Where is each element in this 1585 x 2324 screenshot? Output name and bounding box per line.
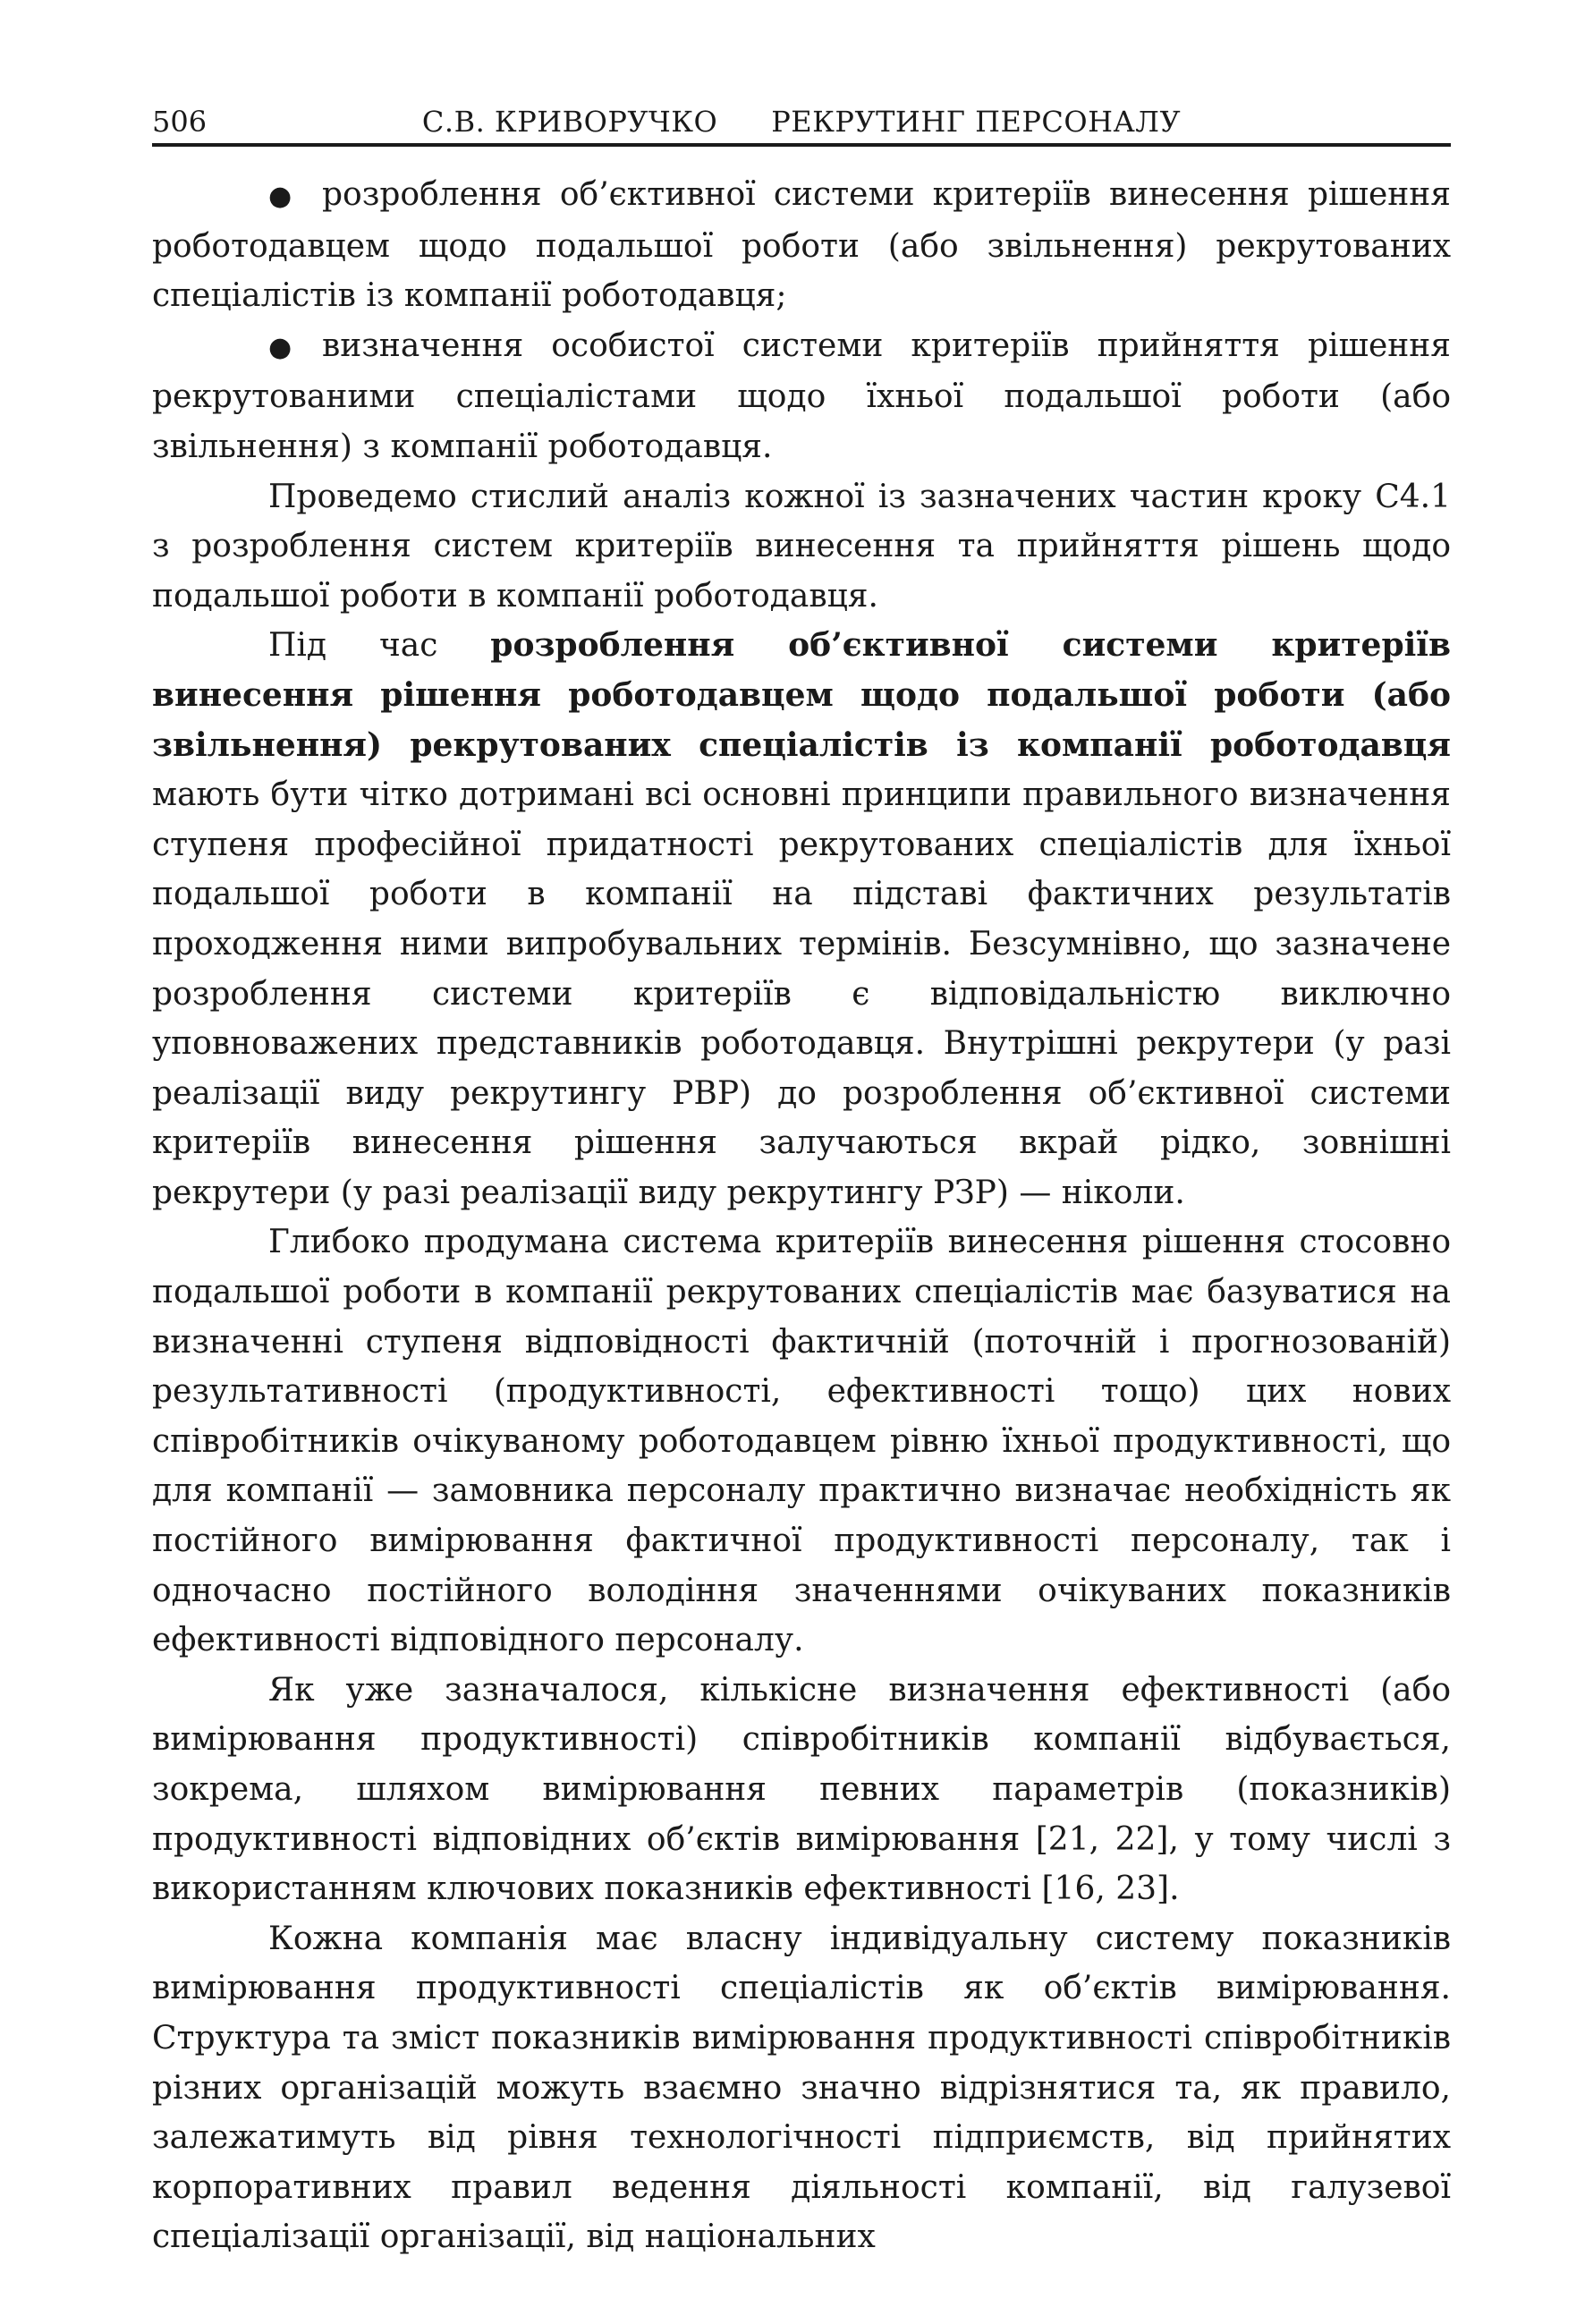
document-page	[152, 100, 1451, 2262]
header-center	[152, 100, 1451, 143]
bullet-icon: ●	[268, 181, 292, 212]
bullet-item	[152, 170, 1451, 321]
bullet-item	[152, 321, 1451, 472]
paragraph-text: мають бути чітко дотримані всі основні принципи правильного визначення ступеня професійної придатності рекрутованих спеціалістів для їхньої подальшої роботи в компанії на підставі фактичних результатів проходження ними випробувальних термінів. Безсумнівно, що зазначене розроблення системи критеріїв є відповідальністю виключно уповноважених представників роботодавця. Внутрішні рекрутери (у разі реалізації виду рекрутингу РВР) до розроблення об’єктивної системи критеріїв винесення рішення залучаються вкрай рідко, зовнішні рекрутери (у разі реалізації виду рекрутингу РЗР) — ніколи.	[152, 776, 1451, 1211]
header-book-title: РЕКРУТИНГ ПЕРСОНАЛУ	[771, 105, 1182, 139]
paragraph: Глибоко продумана система критеріїв винесення рішення стосовно подальшої роботи в компанії рекрутованих спеціалістів має базуватися на визначенні ступеня відповідності фактичній (поточній і прогнозованій) результативності (продуктивності, ефективності тощо) цих нових співробітників очікуваному роботодавцем рівню їхньої продуктивності, що для компанії — замовника персоналу практично визначає необхідність як постійного вимірювання фактичної продуктивності персоналу, так і одночасно постійного володіння значеннями очікуваних показників ефективності відповідного персоналу.	[152, 1224, 1451, 1659]
paragraph: Проведемо стислий аналіз кожної із зазначених частин кроку С4.1 з розроблення систем критеріїв винесення та прийняття рішень щодо подальшої роботи в компанії роботодавця.	[152, 478, 1451, 615]
bullet-icon: ●	[268, 331, 292, 363]
page-number: 506	[152, 105, 208, 139]
paragraph: Кожна компанія має власну індивідуальну систему показників вимірювання продуктивності спеціалістів як об’єктів вимірювання. Структура та зміст показників вимірювання продуктивності співробітників різних організацій можуть взаємно значно відрізнятися та, як правило, залежатимуть від рівня технологічності підприємств, від прийнятих корпоративних правил ведення діяльності компанії, від галузевої спеціалізації організації, від національних	[152, 1920, 1451, 2256]
running-header	[152, 100, 1451, 147]
paragraph: Як уже зазначалося, кількісне визначення ефективності (або вимірювання продуктивності) співробітників компанії відбувається, зокрема, шляхом вимірювання певних параметрів (показників) продуктивності відповідних об’єктів вимірювання [21, 22], у тому числі з використанням ключових показників ефективності [16, 23].	[152, 1671, 1451, 1908]
bullet-text: визначення особистої системи критеріїв прийняття рішення рекрутованими спеціалістами щодо їхньої подальшої роботи (або звільнення) з компанії роботодавця.	[152, 327, 1451, 465]
header-author: С.В. КРИВОРУЧКО	[421, 105, 718, 139]
paragraph	[152, 621, 1451, 1217]
paragraph-bold-text: розроблення об’єктивної системи критеріїв винесення рішення роботодавцем щодо подальшої роботи (або звільнення) рекрутованих спеціалістів із компанії роботодавця	[152, 626, 1451, 764]
body-text	[152, 170, 1451, 2262]
bullet-text: розроблення об’єктивної системи критеріїв винесення рішення роботодавцем щодо подальшої роботи (або звільнення) рекрутованих спеціалістів із компанії роботодавця;	[152, 176, 1451, 315]
paragraph-text: Під час	[268, 627, 491, 665]
